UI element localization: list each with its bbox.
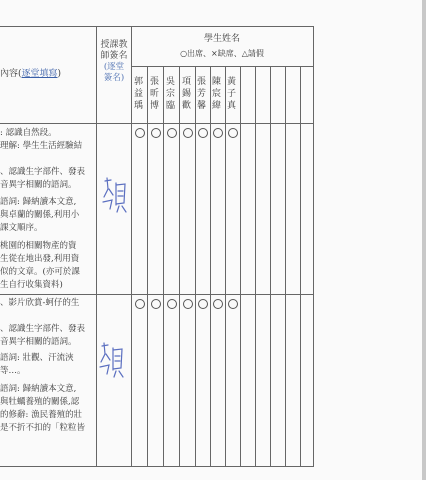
attendance-present-mark — [183, 299, 193, 309]
lesson-line: 的修辭: 漁民養殖的壯 — [0, 410, 83, 420]
lesson-line: 生從在地出發,利用資 — [0, 254, 80, 264]
teacher-signature — [101, 175, 131, 215]
student-name: 郭益瑀 — [133, 77, 144, 111]
student-col-line — [179, 66, 180, 466]
lesson-line: 與卓蘭的關係,利用小 — [0, 210, 80, 220]
student-name: 項錫歡 — [181, 77, 192, 111]
student-col-line — [300, 66, 301, 466]
students-title: 學生姓名 — [203, 34, 240, 44]
attendance-present-mark — [228, 128, 238, 138]
content-header-label: 內容( — [0, 69, 22, 79]
table-bottom-border — [0, 466, 314, 467]
teacher-sign-header — [100, 40, 128, 84]
attendance-present-mark — [151, 299, 161, 309]
lesson-line: 與牡蠣養殖的關係,認 — [0, 397, 80, 407]
attendance-present-mark — [198, 128, 208, 138]
student-name: 張昕博 — [149, 77, 160, 111]
student-col-line — [255, 66, 256, 466]
student-name: 黃子真 — [226, 77, 237, 111]
content-header-close: ) — [57, 69, 62, 79]
attendance-present-mark — [135, 128, 145, 138]
students-header-divider — [131, 66, 314, 67]
teacher-signature — [98, 340, 128, 380]
teacher-sign-label: 授課教師簽名 — [100, 40, 128, 61]
lesson-line: 、認識生字部件、發表 — [0, 167, 86, 177]
lesson-line: : 認識自然段。 — [0, 128, 57, 138]
lesson-line: 桃園的相關物產的資 — [0, 241, 77, 251]
content-header — [0, 68, 61, 80]
lesson-line: 、認識生字部件、發表 — [0, 324, 86, 334]
sign-right-border — [131, 26, 132, 466]
attendance-present-mark — [167, 128, 177, 138]
student-col-line — [240, 66, 241, 466]
lesson-line: 生自行收集資料) — [0, 280, 63, 290]
attendance-present-mark — [213, 128, 223, 138]
attendance-present-mark — [151, 128, 161, 138]
student-col-line — [270, 66, 271, 466]
header-bottom-border — [0, 123, 314, 124]
table-top-border — [0, 26, 314, 27]
student-col-line — [285, 66, 286, 466]
lesson-line: 等…。 — [0, 366, 26, 376]
attendance-present-mark — [228, 299, 238, 309]
row-divider — [0, 294, 314, 295]
student-col-line — [210, 66, 211, 466]
student-col-line — [163, 66, 164, 466]
page-edge-shadow — [422, 0, 426, 480]
lesson-line: 語詞: 歸納讀本文意, — [0, 197, 77, 207]
attendance-present-mark — [198, 299, 208, 309]
lesson-line: 語詞: 壯觀、汗流浹 — [0, 353, 74, 363]
student-name: 吳宗臨 — [165, 77, 176, 111]
attendance-legend: ○出席、×缺席、△請假 — [180, 49, 264, 58]
lesson-line: 音異字相關的語詞。 — [0, 180, 77, 190]
content-header-link[interactable]: 逐堂填寫 — [21, 69, 58, 79]
lesson-line: 音異字相關的語詞。 — [0, 337, 77, 347]
attendance-present-mark — [213, 299, 223, 309]
lesson-line: 理解: 學生生活經驗結 — [0, 141, 83, 151]
attendance-present-mark — [135, 299, 145, 309]
student-col-line — [195, 66, 196, 466]
lesson-line: 語詞: 歸納讀本文意, — [0, 384, 77, 394]
student-col-line — [225, 66, 226, 466]
teacher-sign-note: (逐堂簽名) — [103, 62, 125, 83]
lesson-line: 似的文章。(亦可於課 — [0, 267, 80, 277]
attendance-present-mark — [167, 299, 177, 309]
student-name: 張芳馨 — [196, 77, 207, 111]
student-col-line — [147, 66, 148, 466]
lesson-line: 、影片欣賞-蚵仔的生 — [0, 298, 80, 308]
content-right-border — [96, 26, 97, 466]
student-name: 陳宸緯 — [211, 77, 222, 111]
attendance-present-mark — [183, 128, 193, 138]
lesson-line: 是不折不扣的「粒粒皆 — [0, 423, 86, 433]
lesson-line: 課文順序。 — [0, 223, 43, 233]
table-right-border — [313, 26, 314, 466]
